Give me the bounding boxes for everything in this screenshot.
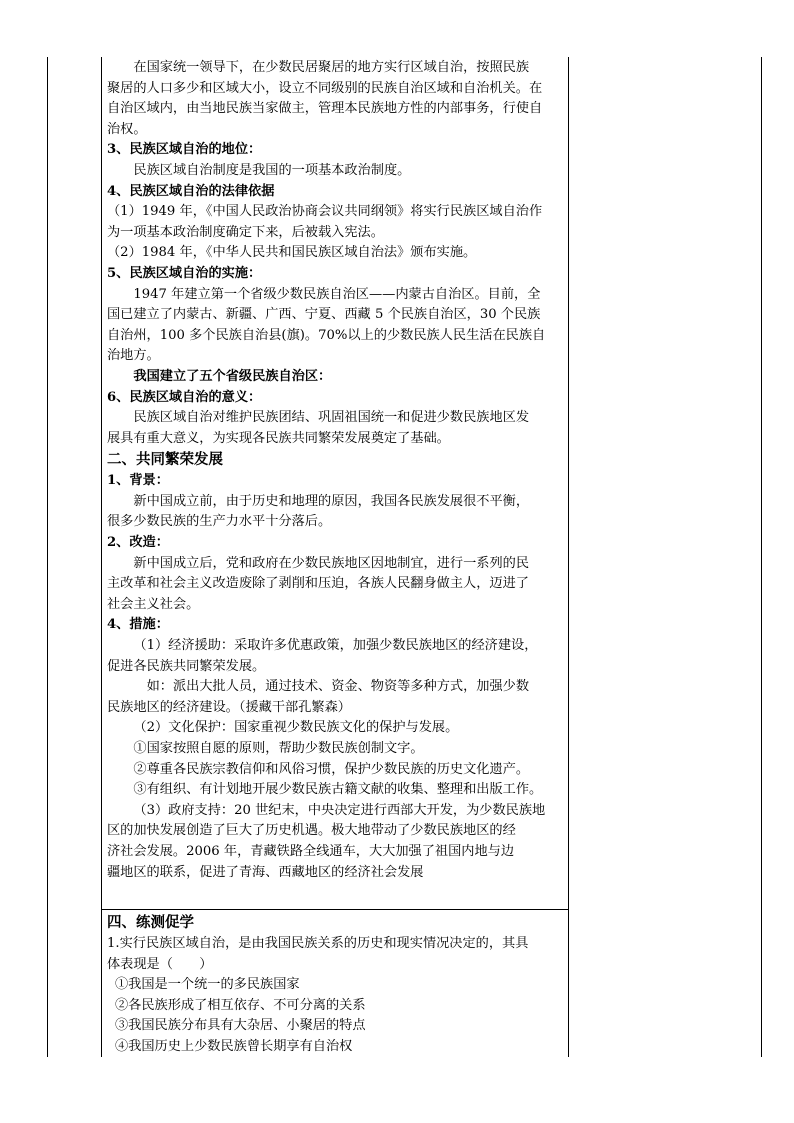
text-line: 区的加快发展创造了巨大了历史机遇。极大地带动了少数民族地区的经 [107, 823, 516, 839]
text-line: 二、共同繁荣发展 [107, 451, 223, 469]
text-line: 1947 年建立第一个省级少数民族自治区——内蒙古自治区。目前，全 [133, 286, 541, 302]
text-line: 民族区域自治对维护民族团结、巩固祖国统一和促进少数民族地区发 [133, 410, 530, 426]
text-line: ②尊重各民族宗教信仰和风俗习惯，保护少数民族的历史文化遗产。 [133, 761, 530, 777]
text-line: 社会主义社会。 [107, 596, 200, 612]
text-line: 4、民族区域自治的法律依据 [107, 183, 275, 199]
text-line: 新中国成立后，党和政府在少数民族地区因地制宜，进行一系列的民 [133, 555, 530, 571]
question-line: ①我国是一个统一的多民族国家 [115, 977, 300, 993]
text-line: 自治区域内，由当地民族当家做主，管理本民族地方性的内部事务，行使自 [107, 101, 543, 117]
upper-cell-content [107, 58, 562, 883]
text-line: 主改革和社会主义改造废除了剥削和压迫，各族人民翻身做主人，迈进了 [107, 576, 529, 592]
table-border-right [761, 57, 762, 1057]
question-line: ③我国民族分布具有大杂居、小聚居的特点 [115, 1018, 366, 1034]
text-line: 我国建立了五个省级民族自治区： [133, 368, 332, 384]
text-line: 疆地区的联系，促进了青海、西藏地区的经济社会发展 [107, 864, 424, 880]
question-line: ④我国历史上少数民族曾长期享有自治权 [115, 1038, 353, 1054]
text-line: （2）文化保护：国家重视少数民族文化的保护与发展。 [133, 720, 459, 736]
text-line: 促进各民族共同繁荣发展。 [107, 658, 266, 674]
text-line: 聚居的人口多少和区域大小，设立不同级别的民族自治区域和自治机关。在 [107, 80, 543, 96]
table-column-divider-2 [568, 57, 569, 1057]
text-line: 治权。 [107, 121, 147, 137]
text-line: 1、背景： [107, 473, 169, 489]
text-line: 2、改造： [107, 535, 169, 551]
text-line: 国已建立了内蒙古、新疆、广西、宁夏、西藏 5 个民族自治区，30 个民族 [107, 307, 541, 323]
text-line: 展具有重大意义，为实现各民族共同繁荣发展奠定了基础。 [107, 430, 450, 446]
text-line: ③有组织、有计划地开展少数民族古籍文献的收集、整理和出版工作。 [133, 782, 543, 798]
text-line: 5、民族区域自治的实施： [107, 265, 262, 281]
table-column-divider-1 [101, 57, 102, 1057]
question-line: 四、练测促学 [107, 914, 194, 931]
table-row-divider [101, 909, 569, 910]
text-line: 民族地区的经济建设。（援藏干部孔繁森） [107, 699, 351, 715]
text-line: （3）政府支持：20 世纪末，中央决定进行西部大开发，为少数民族地 [133, 802, 546, 818]
question-line: ②各民族形成了相互依存、不可分离的关系 [115, 997, 366, 1013]
question-line: 1.实行民族区域自治，是由我国民族关系的历史和现实情况决定的，其具 [107, 936, 529, 951]
text-line: 自治州，100 多个民族自治县(旗)。70%以上的少数民族人民生活在民族自 [107, 327, 546, 343]
lower-cell-content [107, 912, 562, 1058]
text-line: （1）1949 年，《中国人民政治协商会议共同纲领》将实行民族区域自治作 [107, 204, 543, 220]
text-line: 新中国成立前，由于历史和地理的原因，我国各民族发展很不平衡， [133, 493, 530, 509]
text-line: （2）1984 年，《中华人民共和国民族区域自治法》颁布实施。 [107, 245, 477, 261]
text-line: 济社会发展。2006 年，青藏铁路全线通车，大大加强了祖国内地与边 [107, 843, 515, 859]
text-line: 4、措施： [107, 617, 169, 633]
text-line: 很多少数民族的生产力水平十分落后。 [107, 514, 332, 530]
text-line: 民族区域自治制度是我国的一项基本政治制度。 [133, 162, 411, 178]
table-border-left [47, 57, 48, 1057]
text-line: ①国家按照自愿的原则，帮助少数民族创制文字。 [133, 741, 424, 756]
question-line: 体表现是（ ） [107, 956, 213, 972]
text-line: 3、民族区域自治的地位： [107, 142, 262, 158]
text-line: 治地方。 [107, 348, 160, 364]
text-line: 为一项基本政治制度确定下来，后被载入宪法。 [107, 224, 384, 240]
text-line: 在国家统一领导下，在少数民居聚居的地方实行区域自治，按照民族 [133, 60, 530, 75]
text-line: （1）经济援助：采取许多优惠政策，加强少数民族地区的经济建设， [133, 638, 538, 654]
text-line: 6、民族区域自治的意义： [107, 389, 262, 405]
text-line: 如：派出大批人员，通过技术、资金、物资等多种方式，加强少数 [133, 679, 530, 695]
